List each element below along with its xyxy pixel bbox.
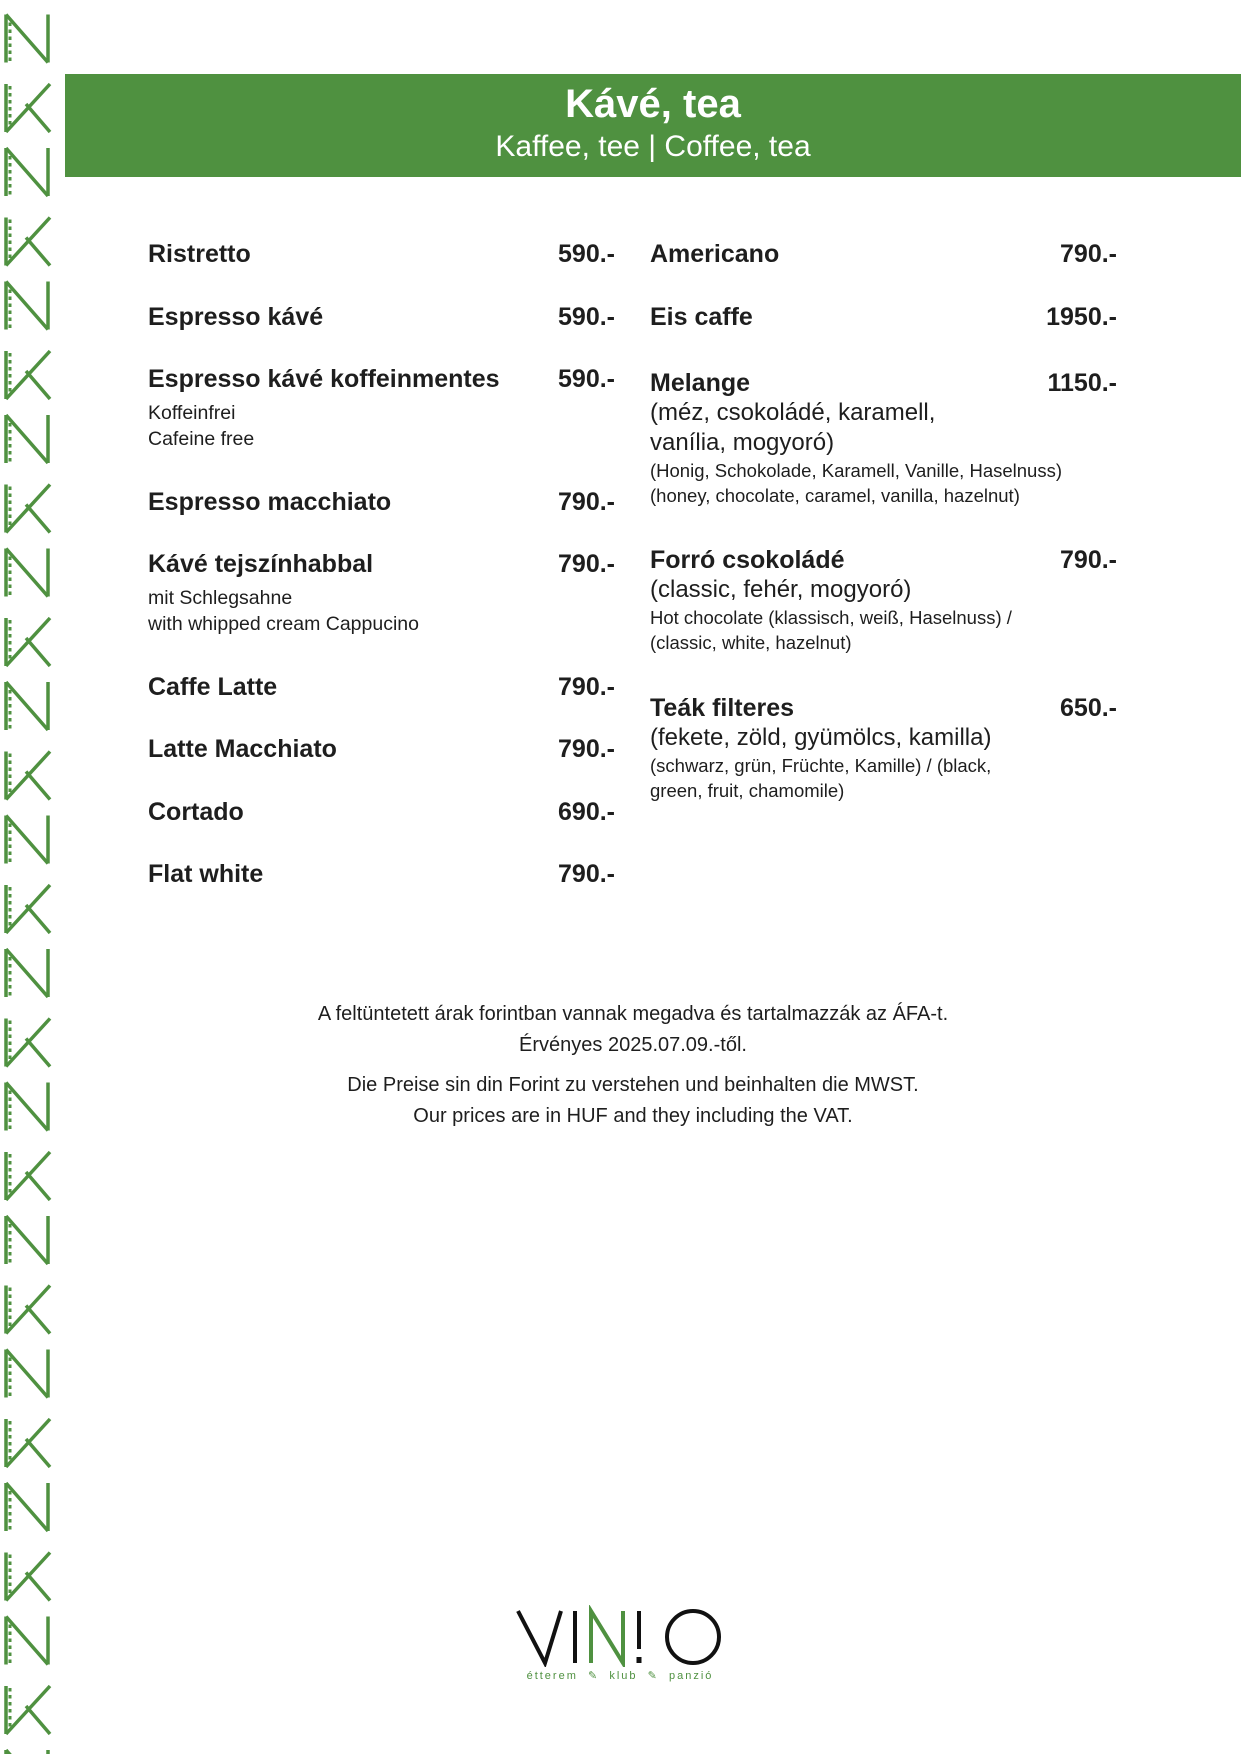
menu-item	[148, 487, 615, 517]
section-title: Kávé, tea	[565, 82, 741, 126]
menu-item	[148, 302, 615, 332]
menu-item	[650, 239, 1117, 269]
item-price: 590.-	[558, 365, 615, 393]
menu-item	[148, 239, 615, 269]
item-name: Caffe Latte	[148, 673, 278, 701]
item-name: Teák filteres	[650, 694, 795, 722]
item-name: Kávé tejszínhabbal	[148, 550, 374, 578]
item-note: green, fruit, chamomile)	[650, 780, 845, 801]
item-note: (honey, chocolate, caramel, vanilla, hazelnut)	[650, 485, 1020, 506]
item-price: 790.-	[558, 488, 615, 516]
item-price: 790.-	[558, 735, 615, 763]
logo-tagline: étterem ✎ klub ✎ panzió	[526, 1670, 714, 1682]
item-note: with whipped cream Cappucino	[148, 613, 419, 635]
item-note: (classic, white, hazelnut)	[650, 632, 852, 653]
item-note: Cafeine free	[148, 428, 255, 450]
price-notice-de-en	[148, 1070, 1118, 1132]
item-name: Melange	[650, 369, 751, 397]
section-subtitle: Kaffee, tee | Coffee, tea	[495, 130, 811, 163]
item-options: vanília, mogyoró)	[650, 429, 835, 456]
item-price: 690.-	[558, 798, 615, 826]
menu-item	[650, 368, 1117, 508]
item-price: 1150.-	[1047, 369, 1117, 397]
price-notice-line: A feltüntetett árak forintban vannak megadva és tartalmazzák az ÁFA-t.	[317, 1003, 949, 1025]
menu-item	[148, 672, 615, 702]
item-price: 790.-	[558, 860, 615, 888]
item-name: Forró csokoládé	[650, 546, 845, 574]
item-price: 790.-	[558, 550, 615, 578]
item-price: 790.-	[1060, 240, 1117, 268]
price-notice-en: Our prices are in HUF and they including the VAT.	[413, 1105, 853, 1127]
item-name: Espresso macchiato	[148, 488, 392, 516]
price-notice-hu	[148, 999, 1118, 1061]
price-notice-de: Die Preise sin din Forint zu verstehen und beinhalten die MWST.	[347, 1074, 919, 1096]
item-name: Americano	[650, 240, 780, 268]
item-price: 590.-	[558, 303, 615, 331]
item-name: Espresso kávé koffeinmentes	[148, 365, 500, 393]
menu-item	[148, 797, 615, 827]
item-name: Cortado	[148, 798, 244, 826]
menu-item	[148, 549, 615, 637]
menu-item	[650, 302, 1117, 332]
menu-item	[650, 693, 1117, 803]
item-options: (classic, fehér, mogyoró)	[650, 576, 912, 603]
menu-item	[148, 859, 615, 889]
item-price: 650.-	[1060, 694, 1117, 722]
item-name: Eis caffe	[650, 303, 753, 331]
section-header	[65, 74, 1241, 177]
vinio-logo	[515, 1605, 725, 1685]
item-price: 1950.-	[1046, 303, 1117, 331]
item-options: (fekete, zöld, gyümölcs, kamilla)	[650, 724, 992, 751]
menu-item	[148, 734, 615, 764]
item-price: 790.-	[558, 673, 615, 701]
menu-item	[650, 545, 1117, 655]
item-price: 790.-	[1060, 546, 1117, 574]
item-note: Hot chocolate (klassisch, weiß, Haselnuss) /	[650, 607, 1012, 628]
item-note: Koffeinfrei	[148, 402, 236, 424]
item-options: (méz, csokoládé, karamell,	[650, 399, 936, 426]
item-note: mit Schlegsahne	[148, 587, 293, 609]
item-name: Espresso kávé	[148, 303, 324, 331]
item-name: Latte Macchiato	[148, 735, 337, 763]
vinio-logo-mark	[515, 1605, 725, 1667]
item-name: Flat white	[148, 860, 264, 888]
decorative-pattern-strip	[0, 0, 56, 1754]
item-note: (Honig, Schokolade, Karamell, Vanille, Haselnuss)	[650, 460, 1062, 481]
item-price: 590.-	[558, 240, 615, 268]
item-name: Ristretto	[148, 240, 251, 268]
validity-date: Érvényes 2025.07.09.-től.	[519, 1034, 747, 1056]
menu-item	[148, 364, 615, 452]
item-note: (schwarz, grün, Früchte, Kamille) / (black,	[650, 755, 992, 776]
